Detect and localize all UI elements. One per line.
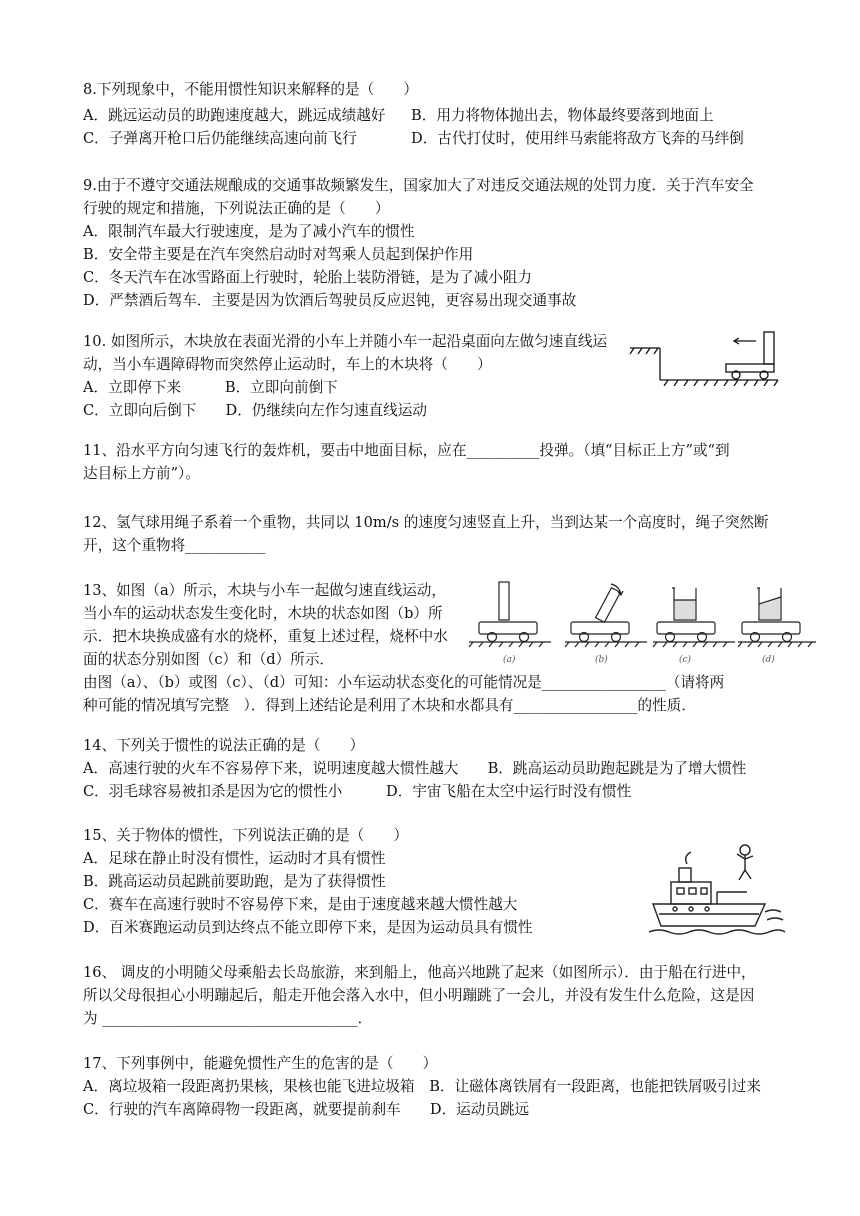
q13-figure-d — [736, 580, 826, 666]
q13-figure-c-label: (c) — [679, 655, 692, 665]
q13-figure-d-label: (d) — [762, 655, 775, 665]
q13-figure-a — [465, 580, 555, 666]
q14-stem: 14、下列关于惯性的说法正确的是（ ） — [83, 737, 365, 754]
q8-option-c: C．子弹离开枪口后仍能继续高速向前飞行 — [83, 130, 357, 147]
q15-option-a: A．足球在静止时没有惯性，运动时才具有惯性 — [83, 850, 386, 867]
q15-option-c: C．赛车在高速行驶时不容易停下来，是由于速度越来越大惯性越大 — [83, 896, 518, 913]
q10-options-cd: C．立即向后倒下 D．仍继续向左作匀速直线运动 — [83, 402, 427, 419]
q10-cart-figure — [628, 328, 784, 386]
q15-stem: 15、关于物体的惯性，下列说法正确的是（ ） — [83, 827, 409, 844]
q13-figure-a-label: (a) — [503, 655, 516, 665]
q13-line2: 当小车的运动状态发生变化时，木块的状态如图（b）所 — [83, 605, 443, 622]
q17-stem: 17、下列事例中，能避免惯性产生的危害的是（ ） — [83, 1055, 438, 1072]
q13-line1: 13、如图（a）所示，木块与小车一起做匀速直线运动， — [83, 582, 446, 599]
q9-stem-line2: 行驶的规定和措施，下列说法正确的是（ ） — [83, 200, 390, 217]
q9-option-b: B．安全带主要是在汽车突然启动时对驾乘人员起到保护作用 — [83, 246, 474, 263]
q15-option-b: B．跳高运动员起跳前要助跑，是为了获得惯性 — [83, 873, 386, 890]
q17-options-cd: C．行驶的汽车离障碍物一段距离，就要提前刹车 D．运动员跳远 — [83, 1101, 530, 1118]
q9-option-c: C．冬天汽车在冰雪路面上行驶时，轮胎上装防滑链，是为了减小阻力 — [83, 269, 532, 286]
q14-options-ab: A．高速行驶的火车不容易停下来，说明速度越大惯性越大 B．跳高运动员助跑起跳是为了增大惯性 — [83, 760, 747, 777]
q12-line1: 12、氢气球用绳子系着一个重物，共同以 10m/s 的速度匀速竖直上升，当到达某一个高度时，绳子突然断 — [83, 514, 769, 531]
q8-option-d: D．古代打仗时，使用绊马索能将敌方飞奔的马绊倒 — [411, 130, 744, 147]
q9-option-a: A．限制汽车最大行驶速度，是为了减小汽车的惯性 — [83, 223, 415, 240]
q8-stem: 8.下列现象中，不能用惯性知识来解释的是（ ） — [83, 81, 418, 98]
q13-line4: 面的状态分别如图（c）和（d）所示． — [83, 651, 335, 668]
q13-line5: 由图（a）、（b）或图（c）、（d）可知：小车运动状态变化的可能情况是_________________（请将两 — [83, 674, 725, 691]
q16-line3: 为 ___________________________________． — [83, 1010, 373, 1027]
q8-option-b: B．用力将物体抛出去，物体最终要落到地面上 — [411, 107, 714, 124]
q16-boat-figure — [647, 842, 787, 942]
q15-option-d: D．百米赛跑运动员到达终点不能立即停下来，是因为运动员具有惯性 — [83, 919, 533, 936]
q13-figure-b-label: (b) — [595, 655, 608, 665]
q9-option-d: D．严禁酒后驾车．主要是因为饮酒后驾驶员反应迟钝，更容易出现交通事故 — [83, 292, 577, 309]
q13-line3: 示．把木块换成盛有水的烧杯，重复上述过程，烧杯中水 — [83, 628, 448, 645]
q13-figure-b — [563, 580, 653, 666]
q16-line2: 所以父母很担心小明蹦起后，船走开他会落入水中，但小明蹦跳了一会儿，并没有发生什么危险，这是因 — [83, 987, 755, 1004]
q14-options-cd: C．羽毛球容易被扣杀是因为它的惯性小 D．宇宙飞船在太空中运行时没有惯性 — [83, 783, 632, 800]
q10-options-ab: A．立即停下来 B．立即向前倒下 — [83, 379, 338, 396]
q12-line2: 开，这个重物将___________ — [83, 537, 266, 554]
q17-options-ab: A．离垃圾箱一段距离扔果核，果核也能飞进垃圾箱 B．让磁体离铁屑有一段距离，也能把铁屑吸引过来 — [83, 1078, 761, 1095]
q9-stem-line1: 9.由于不遵守交通法规酿成的交通事故频繁发生，国家加大了对违反交通法规的处罚力度．关于汽车安全 — [83, 177, 754, 194]
q13-figure-c — [651, 580, 741, 666]
q11-line2: 达目标上方前”）。 — [83, 465, 200, 482]
q11-line1: 11、沿水平方向匀速飞行的轰炸机，要击中地面目标，应在__________投弹。（填“目标正上方”或“到 — [83, 442, 730, 459]
q8-option-a: A．跳远运动员的助跑速度越大，跳远成绩越好 — [83, 107, 386, 124]
q10-stem-line1: 10. 如图所示，木块放在表面光滑的小车上并随小车一起沿桌面向左做匀速直线运 — [83, 333, 608, 350]
q16-line1: 16、 调皮的小明随父母乘船去长岛旅游，来到船上，他高兴地跳了起来（如图所示）．由于船在行进中， — [83, 964, 756, 981]
q13-line6: 种可能的情况填写完整 ）．得到上述结论是利用了木块和水都具有_________________的性质． — [83, 697, 696, 714]
q10-stem-line2: 动，当小车遇障碍物而突然停止运动时，车上的木块将（ ） — [83, 356, 492, 373]
